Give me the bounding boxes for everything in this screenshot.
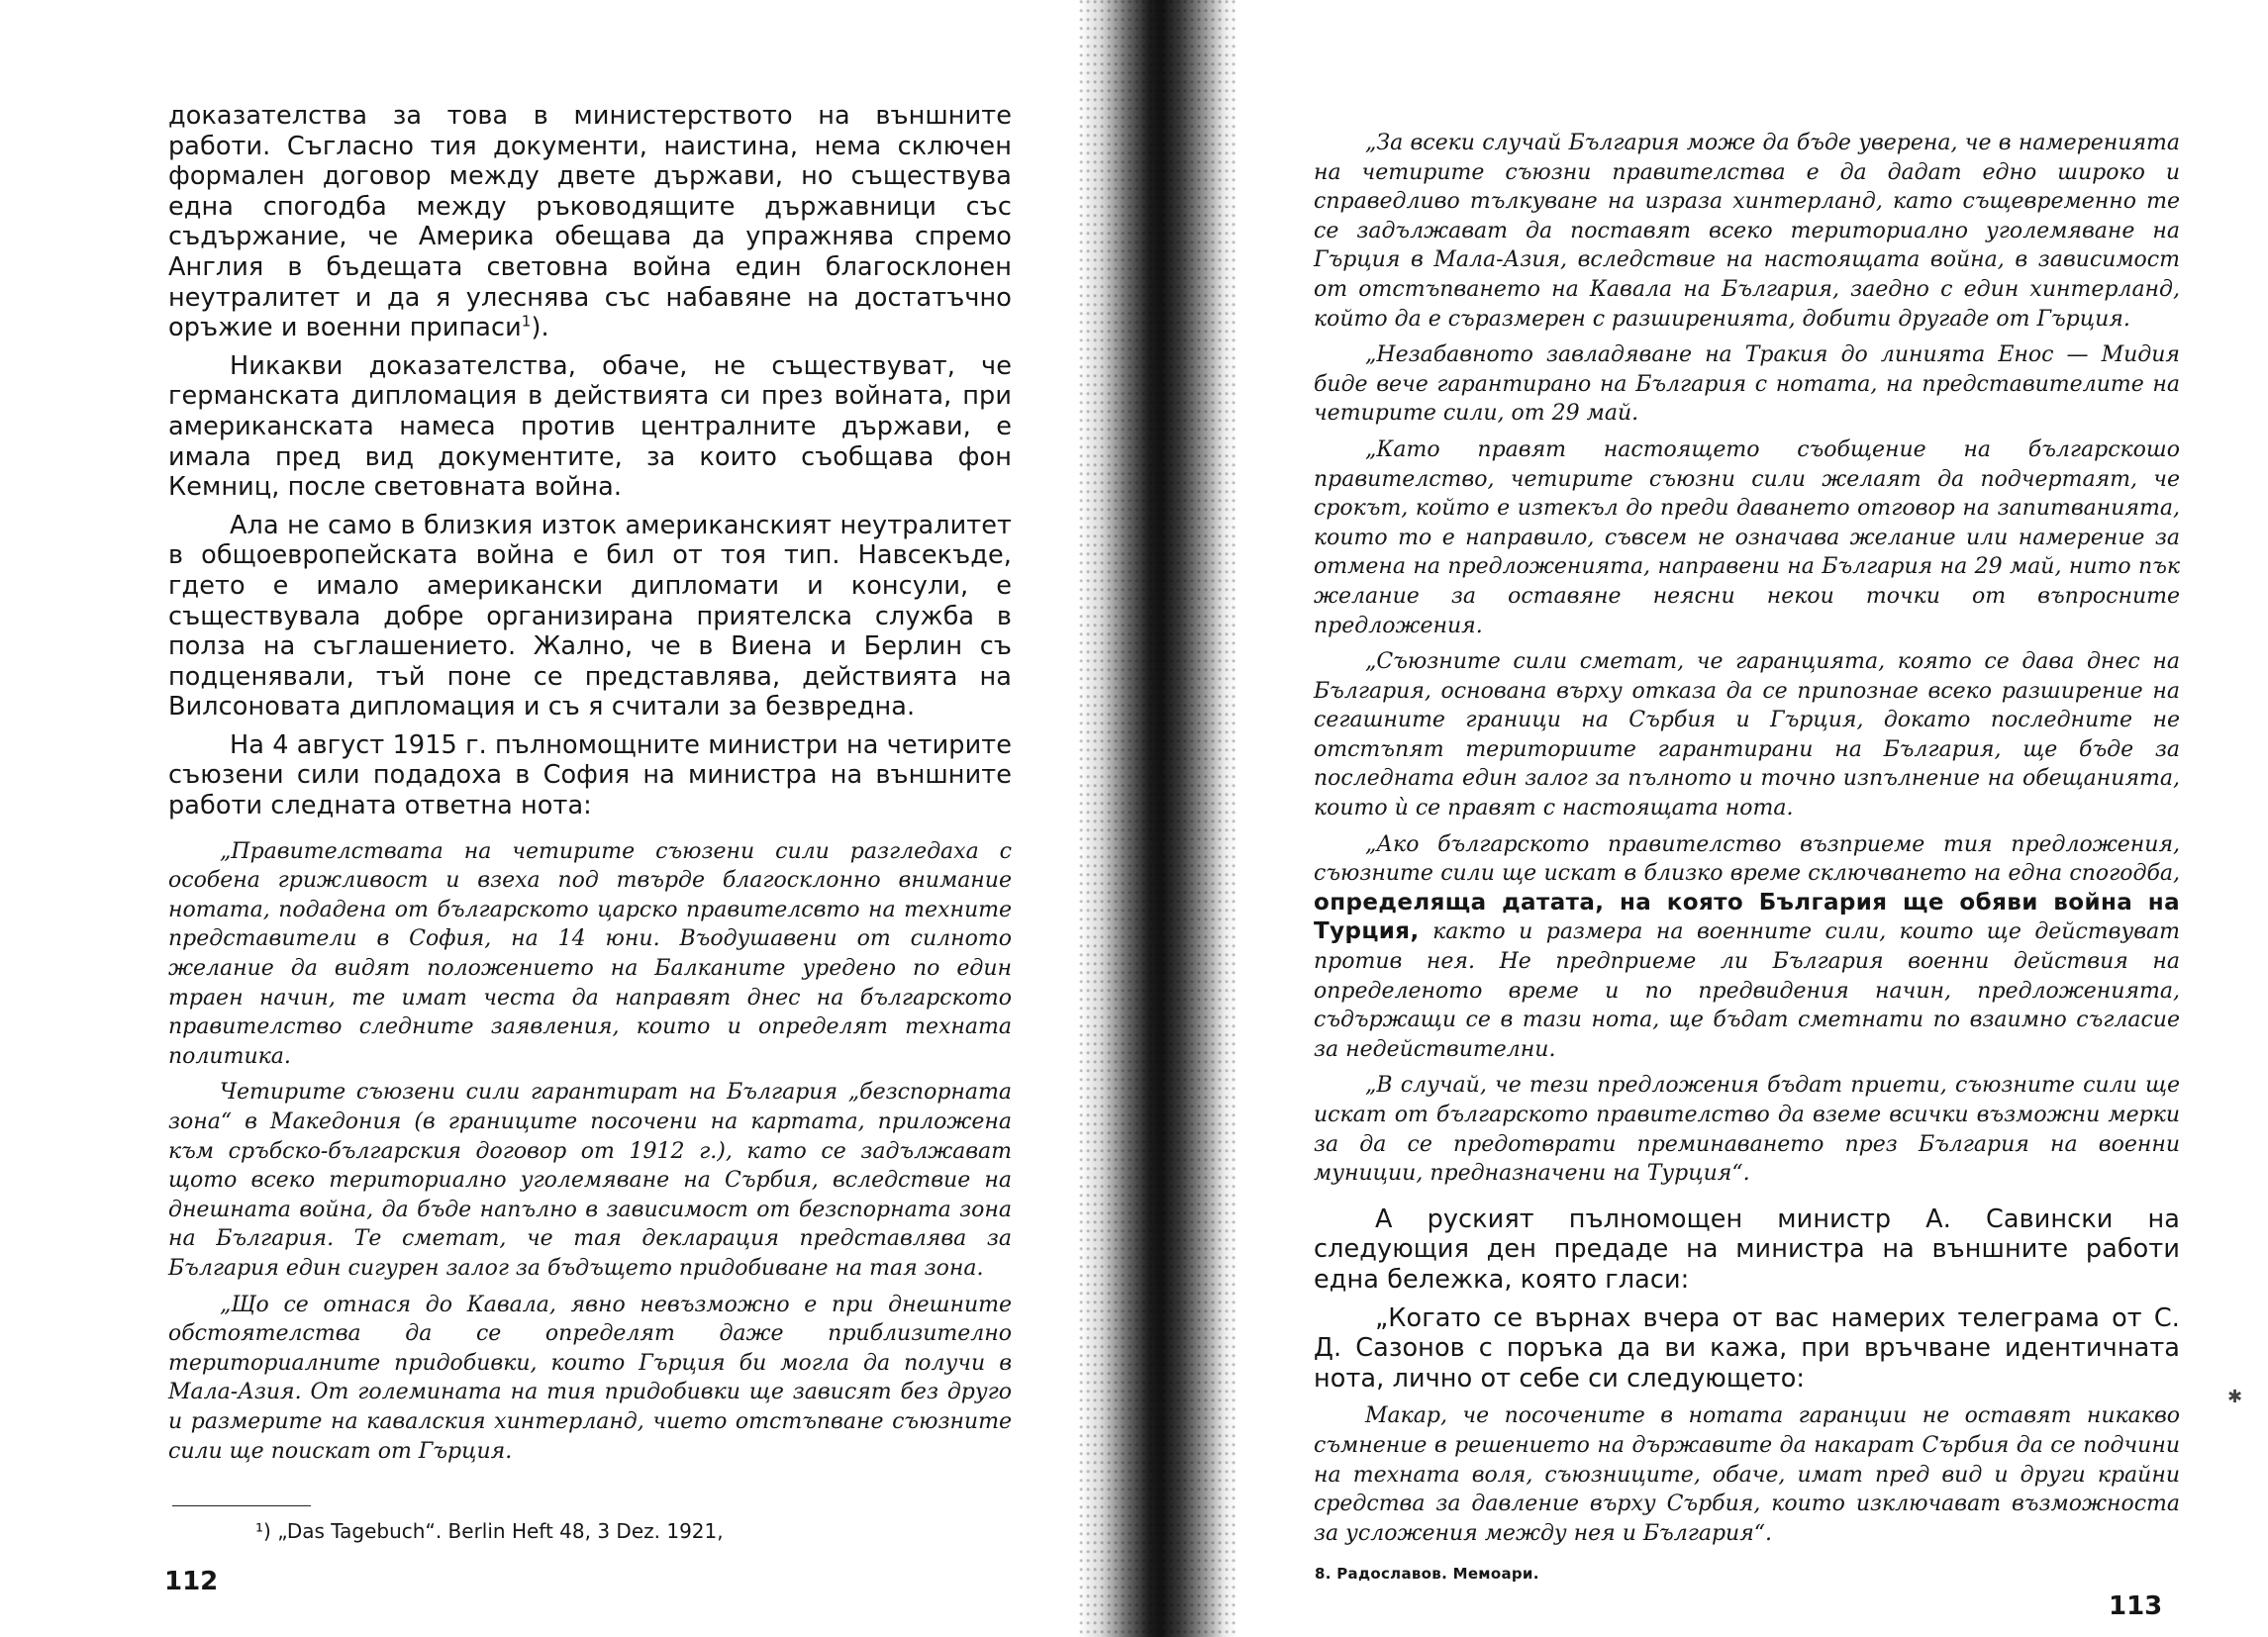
left-quote-1: „Правителствата на четирите съюзени сили разгледаха с особена грижливост и взеха под твърде благосклонно внимание нотата, подадена от българското царско правителсвто на техните представители в София, на 14 юни. Въодушавени от силното желание да видят положението на Балканите уредено по един траен начин, те имат честа да направят днес на българското правителство следните заявления, които и определят техната политика. [168,838,1012,1069]
right-quote-3: „Като правят настоящето съобщение на българскошо правителство, четирите съюзни сили желаят да подчертаят, че срокът, който е изтекъл до преди даването отговор на запитванията, които то е направило, съвсем не означава желание или намерение за отмена на предложенията, направени на България на 29 май, нито пък желание за оставяне неясни некои точки от въпросните предложения. [1314,436,2180,638]
page-number-right: 113 [2109,1591,2163,1621]
right-quote-4: „Съюзните сили сметат, че гаранцията, която се дава днес на България, основана върху отказа да се припознае всеко разширение на сегашните граници на Сърбия и Гърция, докато последните не отстъпят териториите гарантирани на България, ще бъде за последната един залог за пълното и точно изпълнение на обещанията, които ѝ се правят с настоящата нота. [1314,649,2180,821]
right-quote-final: Макар, че посочените в нотата гаранции не оставят никакво съмнение в решението на държавите да накарат Сърбия да се подчини на техната воля, съюзниците, обаче, имат пред вид и други крайни средства за давление върху Сърбия, които изключават възможноста за усложения между нея и България“. [1314,1403,2180,1546]
left-quote-3: „Що се отнася до Кавала, явно невъзможно е при днешните обстоятелства да се определят даже приблизително териториалните придобивки, които Гърция би могла да получи в Мала-Азия. От големината на тия придобивки ще зависят без друго и размерите на кавалския хинтерланд, чието отстъпване съюзните сили ще поискат от Гърция. [168,1292,1012,1464]
right-paragraph-1: А руският пълномощен министр А. Савински на следующия ден предаде на министра на външните работи една бележка, която гласи: [1314,1204,2180,1295]
signature-mark: 8. Радославов. Мемоари. [1315,1565,1539,1583]
footnote: ¹) „Das Tagebuch“. Berlin Heft 48, 3 Dez. 1921, [255,1519,724,1544]
right-quote-2: „Незабавното завладяване на Тракия до линията Енос — Мидия биде вече гарантирано на България с нотата, на представителите на четирите сили, от 29 май. [1314,342,2180,427]
asterisk-mark: ✱ [2227,1387,2243,1407]
left-paragraph-3: Ала не само в близкия изток американският неутралитет в общоевропейската война е бил от тоя тип. Навсекъде, гдето е имало американски дипломати и консули, е съществувала добре организирана приятелска служба в полза на съглашението. Жално, че в Виена и Берлин съ подценявали, тъй поне се представлява, действията на Вилсоновата дипломация и съ я считали за безвредна. [168,510,1012,722]
footnote-ref: 1 [521,312,532,331]
right-paragraph-2: „Когато се върнах вчера от вас намерих телеграма от С. Д. Сазонов с поръка да ви кажа, при връчване идентичната нота, лично от себе си следующето: [1314,1302,2180,1394]
left-paragraph-4: На 4 август 1915 г. пълномощните министри на четирите съюзени сили подадоха в София на министра на външните работи следната ответна нота: [168,729,1012,821]
right-quote-6: „В случай, че тези предложения бъдат приети, съюзните сили ще искат от българското правителство да вземе всички възможни мерки за да се предотврати преминаването през България на военни муниции, предназначени на Турция“. [1314,1073,2180,1187]
right-quote-5: „Ако българското правителство възприеме тия предложения, съюзните сили ще искат в близко време сключването на една спогодба, определяща датата, на която България ще обяви война на Турция, както и размера на военните сили, които ще действуват против нея. Не предприеме ли България военни действия на определеното време и по предвидения начин, предложенията, съдържащи се в тази нота, ще бъдат сметнати по взаимно съгласие за недействителни. [1314,831,2180,1062]
right-quote-1: „За всеки случай България може да бъде уверена, че в намеренията на четирите съюзни правителства е да дадат едно широко и справедливо тълкуване на израза хинтерланд, като същевременно те се задължават да поставят всеко териториално уголемяване на Гърция в Мала-Азия, вследствие на настоящата война, в зависимост от отстъпването на Кавала на България, заедно с един хинтерланд, който да е съразмерен с разширенията, добити другаде от Гърция. [1314,131,2180,332]
left-quote-2: Четирите съюзени сили гарантират на България „безспорната зона“ в Македония (в границите посочени на картата, приложена към сръбско-българския договор от 1912 г.), като се задължават щото всеко териториално уголемяване на Сърбия, вследствие на днешната война, да бъде напълно в зависимост от безспорната зона на България. Те сметат, че тая декларация представлява за България един сигурен залог за бъдъщето придобиване на тая зона. [168,1080,1012,1281]
left-paragraph-1: доказателства за това в министерството на външните работи. Съгласно тия документи, наистина, нема сключен формален договор между двете държави, но съществува една спогодба между ръководящите държавници със съдържание, че Америка обещава да упражнява спремо Англия в бъдещата световна война един благосклонен неутралитет и да я улеснява със набавяне на достатъчно оръжие и военни припаси$^1$). [168,101,1012,343]
left-text-body [168,101,1012,1544]
right-text-body [1314,129,2180,1555]
left-page [0,0,1099,1637]
footnote-rule [172,1505,311,1506]
emphasized-text: определяща датата, на която България ще обяви война на Турция, [1314,889,2180,945]
book-gutter [1079,0,1237,1637]
left-paragraph-2: Никакви доказателства, обаче, не съществуват, че германската дипломация в действията си през войната, при американската намеса против централните държави, е имала пред вид документите, за които съобщава фон Кемниц, после световната война. [168,350,1012,503]
right-page [1228,0,2268,1637]
page-number-left: 112 [164,1567,219,1596]
